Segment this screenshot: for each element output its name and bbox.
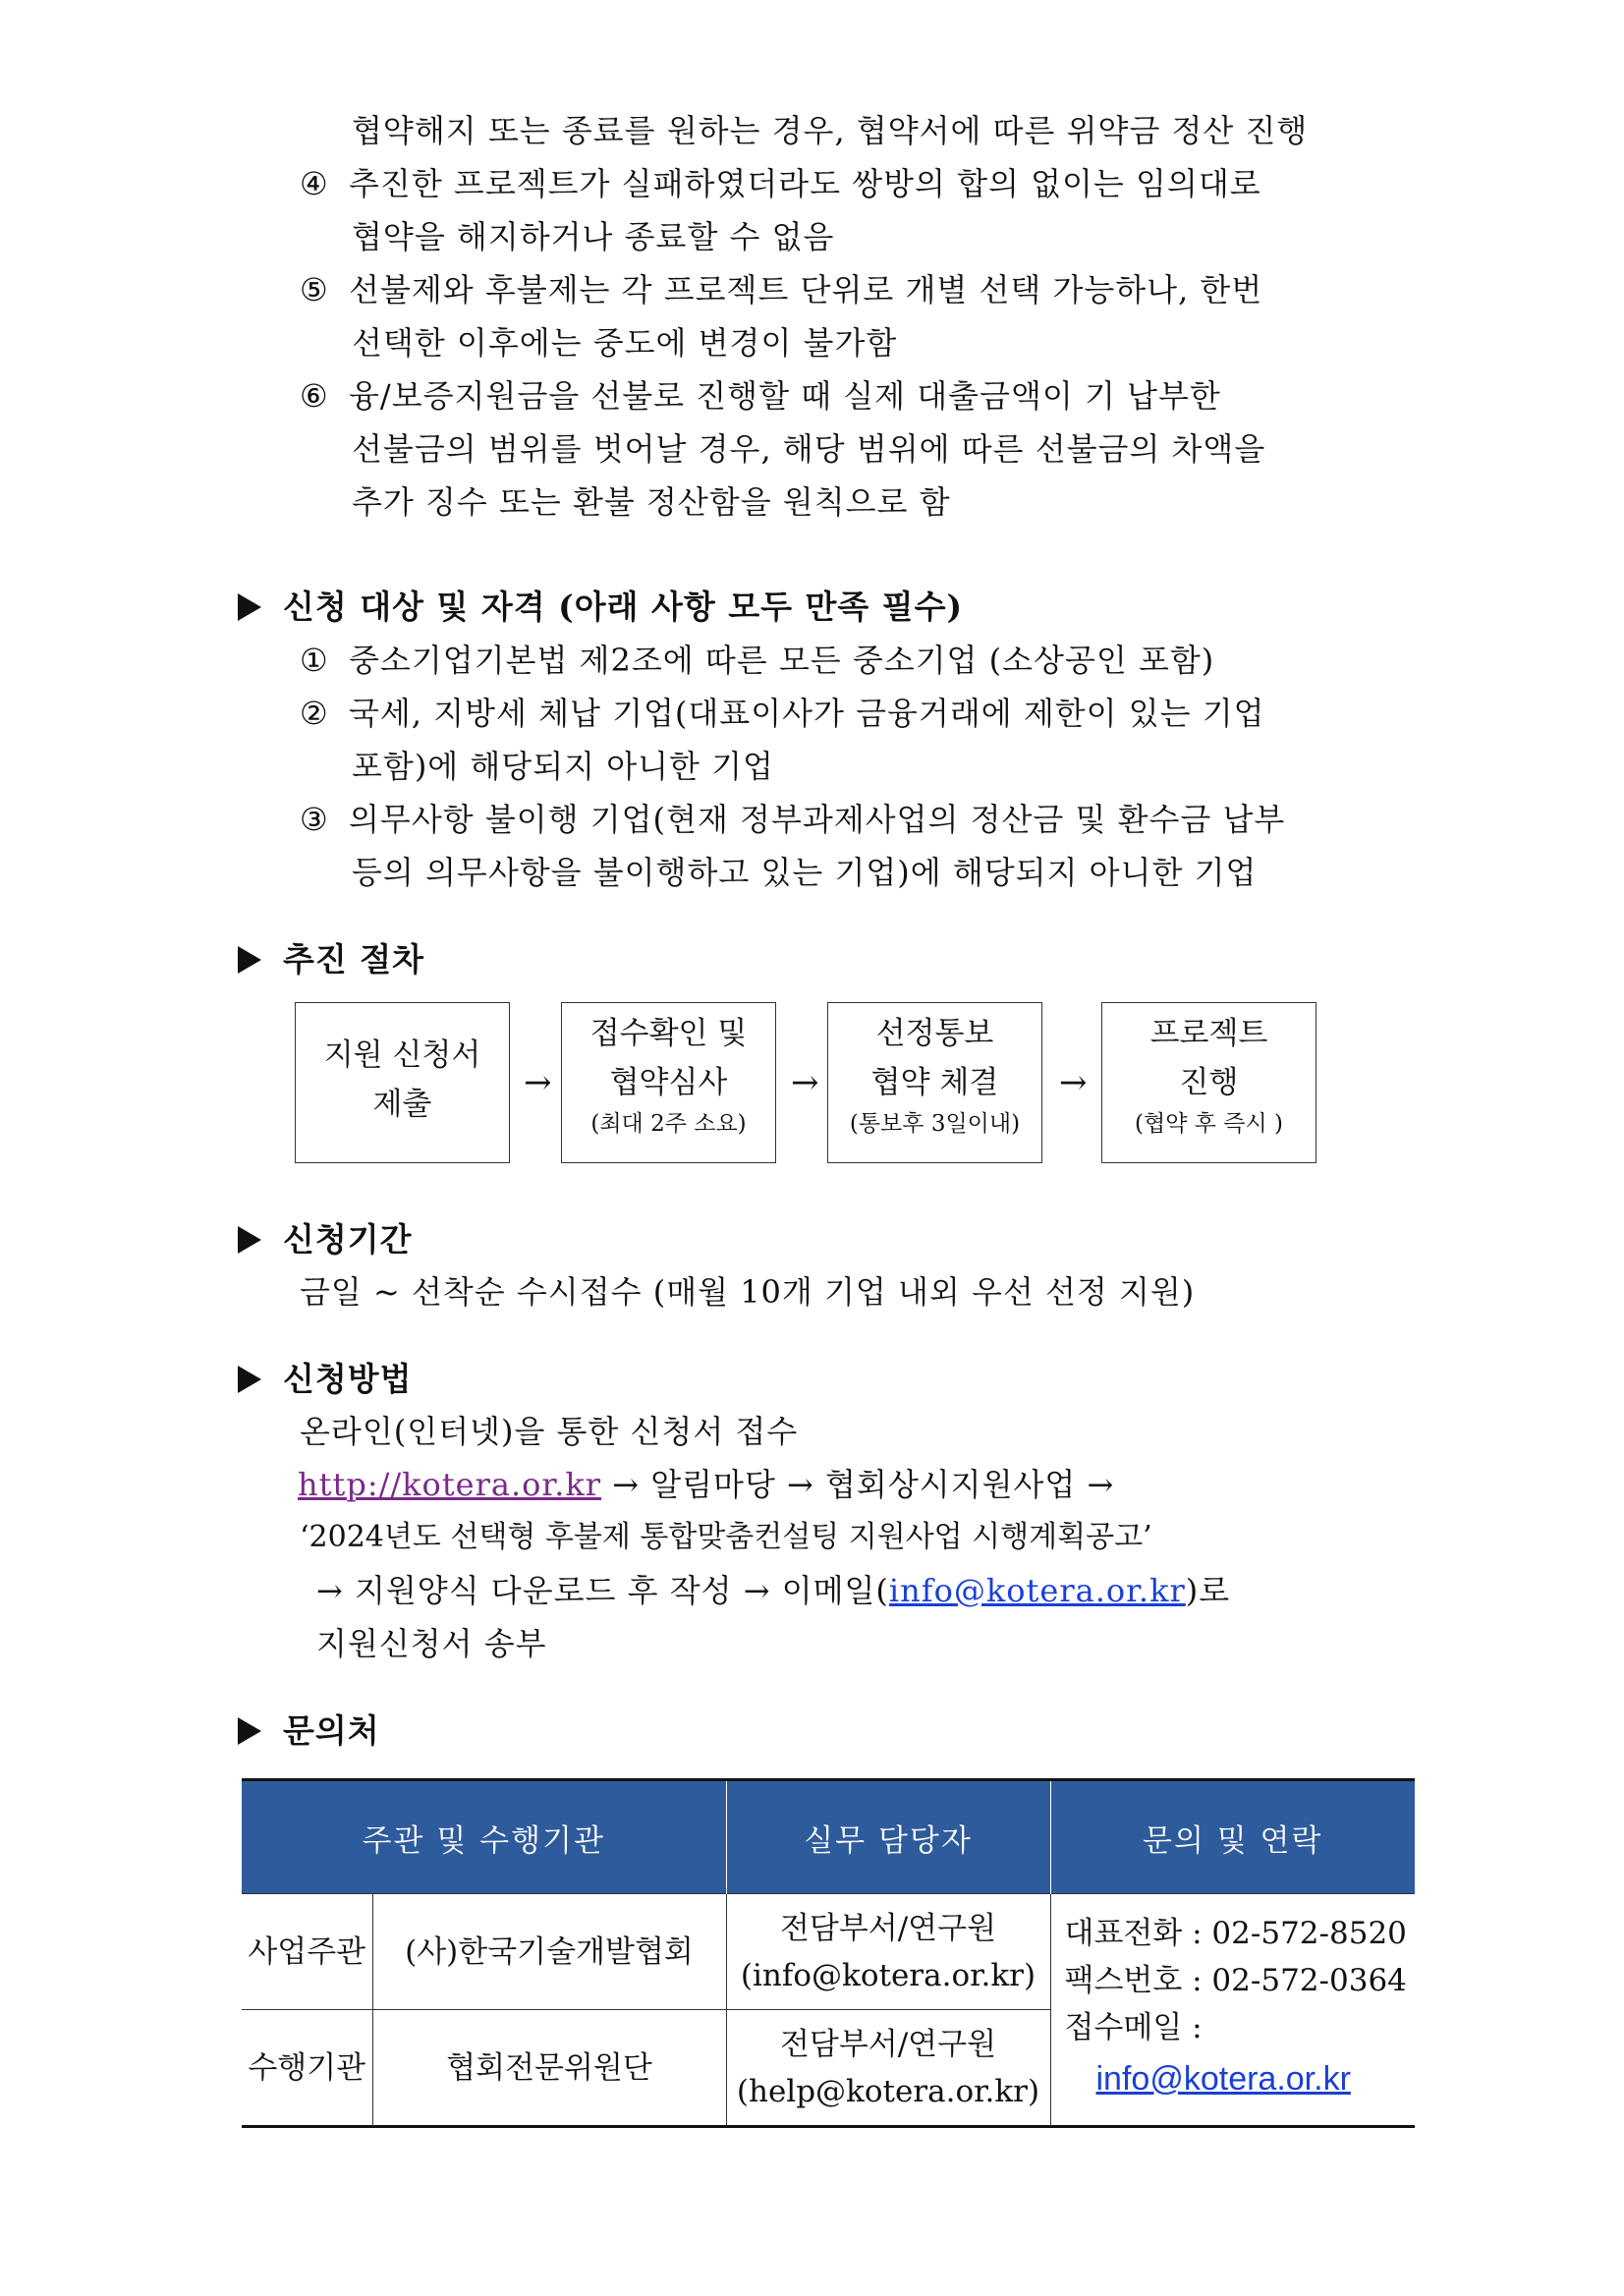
step-title: 프로젝트 [1149, 1016, 1268, 1051]
triangle-bullet-icon [238, 946, 261, 974]
item-number: ⑤ [300, 271, 329, 308]
item-number: ④ [300, 165, 329, 202]
org-cell: 협회전문위원단 [372, 2010, 726, 2127]
intro-item-6-cont2: 추가 징수 또는 환불 정산함을 원칙으로 함 [352, 483, 951, 521]
contact-heading-text: 문의처 [283, 1711, 380, 1750]
procedure-heading-text: 추진 절차 [283, 940, 425, 979]
step-note: (통보후 3일이내) [849, 1111, 1021, 1137]
eligibility-item-1 [300, 641, 1214, 680]
header-organization: 주관 및 수행기관 [242, 1780, 726, 1894]
step-subtitle: 협약심사 [609, 1065, 728, 1100]
phone-text: 대표전화 : 02-572-8520 [1064, 1916, 1407, 1951]
step-title: 지원 신청서 [323, 1037, 481, 1073]
kotera-link[interactable]: http://kotera.or.kr [298, 1466, 602, 1503]
procedure-step-1 [295, 1002, 510, 1163]
method-line-2-rest: → 알림마당 → 협회상시지원사업 → [601, 1466, 1115, 1503]
method-line-4 [316, 1571, 1230, 1610]
intro-line-top: 협약해지 또는 종료를 원하는 경우, 협약서에 따른 위약금 정산 진행 [352, 112, 1309, 149]
method-line-2 [298, 1465, 1114, 1504]
arrow-right-icon: → [1059, 1063, 1088, 1102]
procedure-step-3 [827, 1002, 1042, 1163]
email-link[interactable]: info@kotera.or.kr [888, 1572, 1186, 1609]
item-number: ① [300, 642, 329, 679]
staff-cell [726, 2010, 1050, 2127]
mail-label: 접수메일 : [1064, 2010, 1203, 2045]
staff-cell [726, 1894, 1050, 2010]
triangle-bullet-icon [238, 593, 261, 621]
intro-item-6-cont: 선불금의 범위를 벗어날 경우, 해당 범위에 따른 선불금의 차액을 [352, 430, 1266, 468]
method-line-4-post: )로 [1185, 1572, 1231, 1609]
eligibility-item-3 [300, 800, 1285, 839]
triangle-bullet-icon [238, 1226, 261, 1254]
header-contact: 문의 및 연락 [1050, 1780, 1415, 1894]
staff-dept: 전담부서/연구원 [779, 1910, 997, 1946]
eligibility-item-2 [300, 694, 1265, 733]
step-title: 선정통보 [875, 1016, 994, 1051]
step-title: 접수확인 및 [589, 1016, 748, 1051]
eligibility-item-2-cont: 포함)에 해당되지 아니한 기업 [352, 748, 774, 785]
item-text: 선불제와 후불제는 각 프로젝트 단위로 개별 선택 가능하나, 한번 [349, 271, 1263, 308]
period-heading-text: 신청기간 [283, 1220, 413, 1259]
fax-text: 팩스번호 : 02-572-0364 [1064, 1963, 1407, 1998]
step-subtitle: 협약 체결 [870, 1065, 999, 1100]
intro-item-5 [300, 270, 1262, 309]
intro-item-6 [300, 376, 1221, 416]
item-text: 추진한 프로젝트가 실패하였더라도 쌍방의 합의 없이는 임의대로 [349, 165, 1261, 202]
item-text: 의무사항 불이행 기업(현재 정부과제사업의 정산금 및 환수금 납부 [349, 801, 1286, 838]
item-text: 국세, 지방세 체납 기업(대표이사가 금융거래에 제한이 있는 기업 [349, 695, 1265, 732]
step-note: (최대 2주 소요) [590, 1111, 747, 1137]
staff-email: (info@kotera.or.kr) [740, 1957, 1036, 1993]
contact-heading [238, 1710, 380, 1752]
item-number: ② [300, 695, 329, 732]
period-text: 금일 ~ 선착순 수시접수 (매월 10개 기업 내외 우선 선정 지원) [300, 1273, 1196, 1311]
eligibility-heading-text: 신청 대상 및 자격 (아래 사항 모두 만족 필수) [283, 588, 964, 626]
header-staff: 실무 담당자 [726, 1780, 1050, 1894]
period-heading [238, 1219, 413, 1260]
staff-dept: 전담부서/연구원 [779, 2026, 997, 2062]
contact-info-cell [1050, 1894, 1415, 2127]
triangle-bullet-icon [238, 1366, 261, 1393]
contact-email-link[interactable]: info@kotera.or.kr [1095, 2060, 1351, 2098]
method-line-3: ‘2024년도 선택형 후불제 통합맞춤컨설팅 지원사업 시행계획공고’ [300, 1520, 1152, 1554]
method-line-1: 온라인(인터넷)을 통한 신청서 접수 [300, 1413, 799, 1450]
table-row [242, 1894, 1415, 2010]
role-cell: 사업주관 [242, 1894, 372, 2010]
intro-item-4 [300, 164, 1261, 203]
eligibility-item-3-cont: 등의 의무사항을 불이행하고 있는 기업)에 해당되지 아니한 기업 [352, 854, 1258, 891]
method-line-4-pre: → 지원양식 다운로드 후 작성 → 이메일( [316, 1572, 889, 1609]
item-text: 중소기업기본법 제2조에 따른 모든 중소기업 (소상공인 포함) [349, 642, 1215, 679]
role-cell: 수행기관 [242, 2010, 372, 2127]
item-text: 융/보증지원금을 선불로 진행할 때 실제 대출금액이 기 납부한 [349, 377, 1221, 415]
triangle-bullet-icon [238, 1717, 261, 1745]
step-subtitle: 제출 [372, 1087, 432, 1122]
org-cell: (사)한국기술개발협회 [372, 1894, 726, 2010]
table-header-row [242, 1780, 1415, 1894]
arrow-right-icon: → [524, 1063, 552, 1102]
intro-item-4-cont: 협약을 해지하거나 종료할 수 없음 [352, 218, 835, 255]
procedure-step-2 [561, 1002, 776, 1163]
eligibility-heading [238, 587, 963, 628]
method-heading [238, 1359, 413, 1400]
staff-email: (help@kotera.or.kr) [736, 2073, 1040, 2109]
procedure-step-4 [1101, 1002, 1316, 1163]
procedure-heading [238, 939, 424, 980]
arrow-right-icon: → [791, 1063, 819, 1102]
step-note: (협약 후 즉시 ) [1135, 1111, 1283, 1137]
step-subtitle: 진행 [1179, 1065, 1239, 1100]
contact-table [242, 1778, 1415, 2128]
item-number: ③ [300, 801, 329, 838]
method-line-5: 지원신청서 송부 [316, 1625, 547, 1662]
method-heading-text: 신청방법 [283, 1360, 413, 1398]
intro-item-5-cont: 선택한 이후에는 중도에 변경이 불가함 [352, 324, 898, 362]
item-number: ⑥ [300, 377, 329, 415]
